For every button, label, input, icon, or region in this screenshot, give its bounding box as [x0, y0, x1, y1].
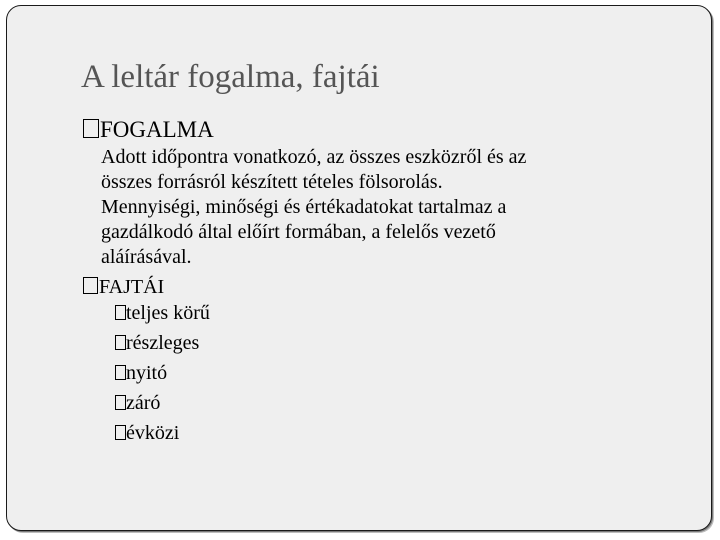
list-item	[115, 391, 210, 421]
list-item-label: nyitó	[126, 362, 168, 384]
definition-line: Adott időpontra vonatkozó, az összes eszközről és az	[101, 146, 527, 168]
section-fajtai-heading	[83, 275, 164, 299]
list-item	[115, 421, 210, 451]
definition-line: Mennyiségi, minőségi és értékadatokat tartalmaz a	[101, 196, 507, 218]
list-item-label: évközi	[126, 422, 180, 444]
bullet-box-icon	[83, 277, 98, 294]
bullet-box-icon	[115, 365, 126, 380]
bullet-box-icon	[115, 305, 126, 320]
bullet-box-icon	[115, 425, 126, 440]
definition-text	[101, 145, 681, 270]
section-fajtai-label: FAJTÁI	[99, 276, 165, 298]
list-item-label: teljes körű	[126, 302, 210, 324]
definition-line: összes forrásról készített tételes fölsorolás.	[101, 171, 443, 193]
list-item	[115, 361, 210, 391]
definition-line: gazdálkodó által előírt formában, a felelős vezető	[101, 221, 496, 243]
slide-title: A leltár fogalma, fajtái	[81, 59, 380, 95]
list-item-label: záró	[126, 392, 161, 414]
section-fogalma-label: FOGALMA	[100, 117, 214, 142]
list-item	[115, 331, 210, 361]
definition-line: aláírásával.	[101, 246, 192, 268]
bullet-box-icon	[115, 395, 126, 410]
list-item	[115, 301, 210, 331]
list-item-label: részleges	[126, 332, 200, 354]
bullet-box-icon	[83, 119, 99, 138]
section-fogalma-heading	[83, 116, 214, 144]
types-list	[115, 301, 210, 451]
bullet-box-icon	[115, 335, 126, 350]
